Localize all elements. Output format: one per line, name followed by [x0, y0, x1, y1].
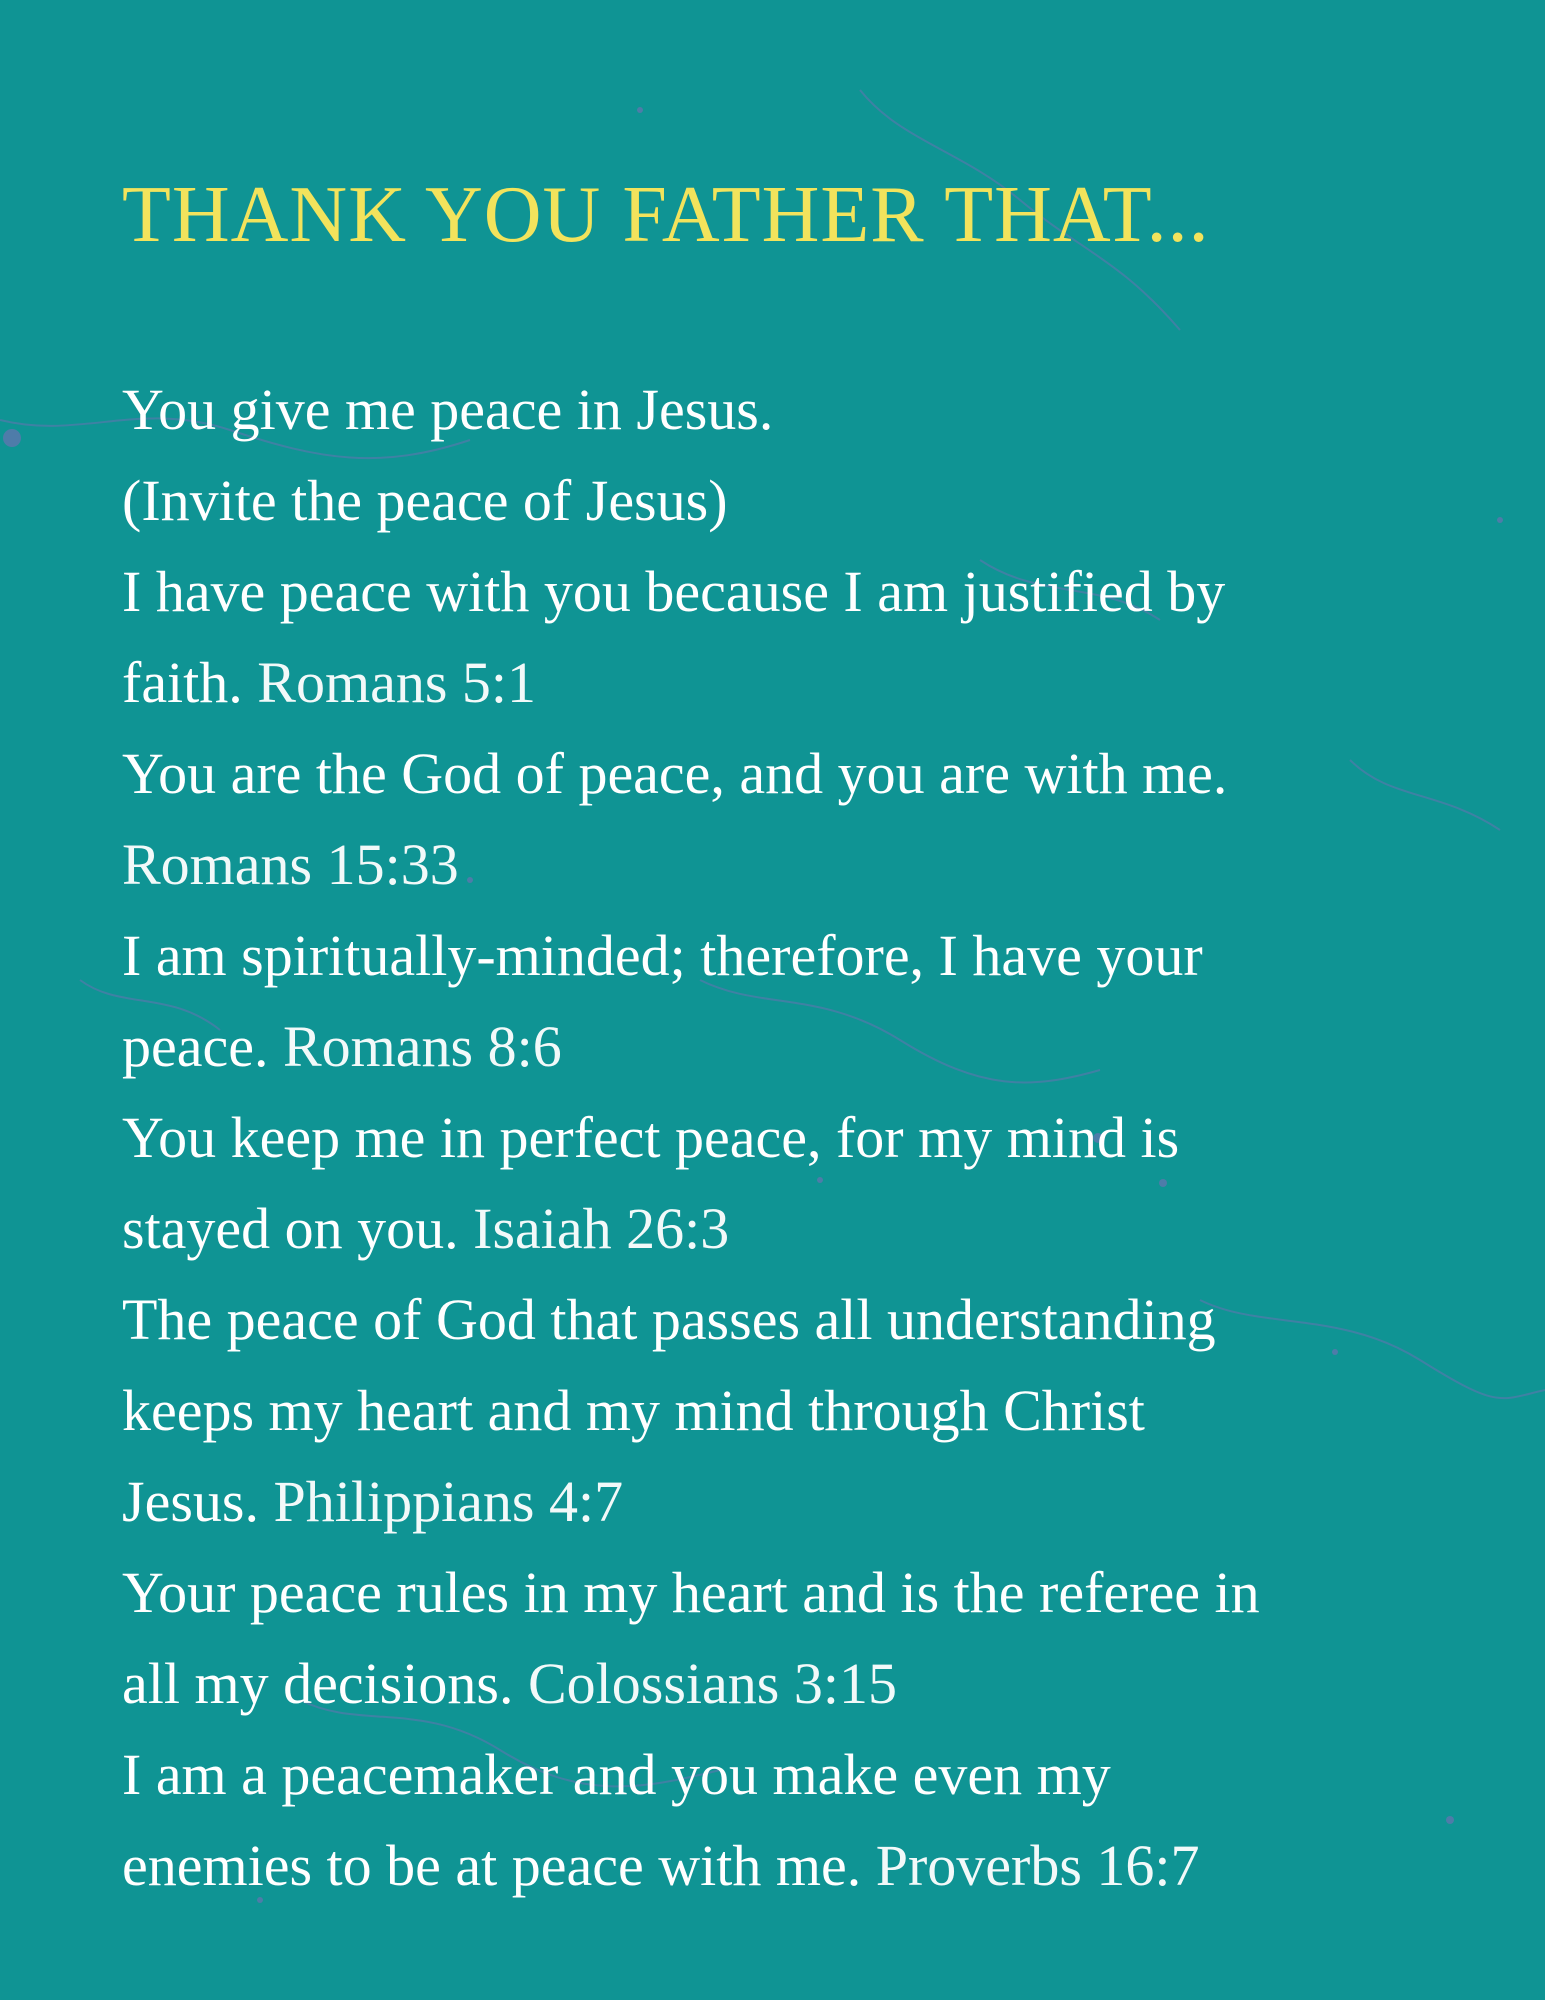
scripture-reference: Romans 5:1: [257, 650, 537, 715]
declaration-line: [122, 455, 1462, 546]
declaration-line: [122, 637, 1462, 728]
declaration-text: stayed on you.: [122, 1196, 459, 1261]
declaration-line: [122, 1183, 1462, 1274]
declaration-text: all my decisions.: [122, 1651, 514, 1716]
page-content: [122, 160, 1462, 1911]
declaration-line: [122, 1638, 1462, 1729]
declaration-text: faith.: [122, 650, 243, 715]
declaration-line: [122, 1001, 1462, 1092]
declaration-line: [122, 1729, 1462, 1820]
page-title: THANK YOU FATHER THAT...: [122, 171, 1210, 259]
declaration-line: [122, 546, 1462, 637]
declaration-text: You give me peace in Jesus.: [122, 377, 774, 442]
declaration-text: peace.: [122, 1014, 269, 1079]
declaration-text: Jesus.: [122, 1469, 259, 1534]
declaration-line: [122, 1456, 1462, 1547]
scripture-reference: Romans 15:33: [122, 832, 459, 897]
declaration-line: [122, 728, 1462, 819]
declaration-text: enemies to be at peace with me.: [122, 1833, 862, 1898]
declaration-line: [122, 364, 1462, 455]
declaration-text: You keep me in perfect peace, for my mind is: [122, 1105, 1180, 1170]
scripture-reference: Proverbs 16:7: [875, 1833, 1200, 1898]
declaration-line: [122, 910, 1462, 1001]
scripture-reference: Philippians 4:7: [273, 1469, 624, 1534]
declaration-text: keeps my heart and my mind through Christ: [122, 1378, 1145, 1443]
declaration-text: (Invite the peace of Jesus): [122, 468, 728, 533]
scripture-reference: Isaiah 26:3: [473, 1196, 730, 1261]
declaration-text: I am a peacemaker and you make even my: [122, 1742, 1111, 1807]
scripture-reference: Romans 8:6: [282, 1014, 562, 1079]
declaration-text: The peace of God that passes all understanding: [122, 1287, 1216, 1352]
declaration-line: [122, 1547, 1462, 1638]
declaration-text: You are the God of peace, and you are with me.: [122, 741, 1228, 806]
declaration-line: [122, 1274, 1462, 1365]
declaration-list: [122, 364, 1462, 1911]
declaration-text: I have peace with you because I am justified by: [122, 559, 1226, 624]
declaration-line: [122, 819, 1462, 910]
declaration-text: I am spiritually-minded; therefore, I have your: [122, 923, 1203, 988]
declaration-line: [122, 1820, 1462, 1911]
declaration-line: [122, 1092, 1462, 1183]
scripture-reference: Colossians 3:15: [527, 1651, 897, 1716]
declaration-text: Your peace rules in my heart and is the referee in: [122, 1560, 1260, 1625]
declaration-line: [122, 1365, 1462, 1456]
